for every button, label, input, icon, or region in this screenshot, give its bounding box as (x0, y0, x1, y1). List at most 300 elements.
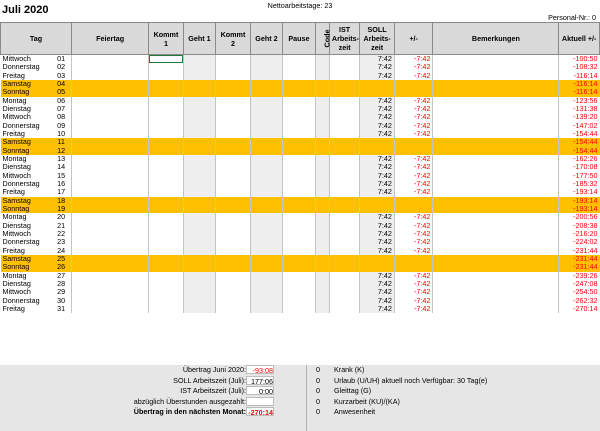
diff-cell[interactable] (394, 255, 433, 263)
ist-cell[interactable] (329, 130, 359, 138)
pause-cell[interactable] (283, 147, 315, 155)
pause-cell[interactable] (283, 138, 315, 146)
feiertag-cell[interactable] (72, 163, 149, 171)
soll-cell[interactable]: 7:42 (360, 130, 395, 138)
bemerkungen-cell[interactable] (433, 197, 559, 205)
code-cell[interactable] (315, 105, 329, 113)
geht2-cell[interactable] (250, 105, 282, 113)
soll-cell[interactable] (360, 80, 395, 88)
aktuell-cell[interactable]: -177:50 (559, 172, 600, 180)
soll-cell[interactable]: 7:42 (360, 163, 395, 171)
ist-cell[interactable] (329, 247, 359, 255)
code-cell[interactable] (315, 213, 329, 221)
diff-cell[interactable]: -7:42 (394, 297, 433, 305)
geht2-cell[interactable] (250, 297, 282, 305)
geht2-cell[interactable] (250, 205, 282, 213)
kommt2-cell[interactable] (216, 255, 251, 263)
feiertag-cell[interactable] (72, 197, 149, 205)
col-bemerkungen[interactable]: Bemerkungen (433, 23, 559, 55)
kommt1-cell[interactable] (149, 272, 184, 280)
geht1-cell[interactable] (183, 105, 215, 113)
pause-cell[interactable] (283, 188, 315, 196)
pause-cell[interactable] (283, 280, 315, 288)
bemerkungen-cell[interactable] (433, 138, 559, 146)
diff-cell[interactable] (394, 80, 433, 88)
feiertag-cell[interactable] (72, 63, 149, 71)
kommt2-cell[interactable] (216, 105, 251, 113)
ist-cell[interactable] (329, 163, 359, 171)
pause-cell[interactable] (283, 55, 315, 64)
ist-cell[interactable] (329, 263, 359, 271)
geht2-cell[interactable] (250, 80, 282, 88)
diff-cell[interactable]: -7:42 (394, 113, 433, 121)
kommt2-cell[interactable] (216, 163, 251, 171)
ist-cell[interactable] (329, 172, 359, 180)
code-cell[interactable] (315, 88, 329, 96)
bemerkungen-cell[interactable] (433, 147, 559, 155)
aktuell-cell[interactable]: -154:44 (559, 130, 600, 138)
diff-cell[interactable] (394, 197, 433, 205)
pause-cell[interactable] (283, 255, 315, 263)
geht1-cell[interactable] (183, 55, 215, 64)
aktuell-cell[interactable]: -147:02 (559, 122, 600, 130)
kommt2-cell[interactable] (216, 272, 251, 280)
aktuell-cell[interactable]: -154:44 (559, 138, 600, 146)
geht2-cell[interactable] (250, 263, 282, 271)
bemerkungen-cell[interactable] (433, 272, 559, 280)
code-cell[interactable] (315, 55, 329, 64)
geht1-cell[interactable] (183, 88, 215, 96)
code-cell[interactable] (315, 297, 329, 305)
ist-cell[interactable] (329, 113, 359, 121)
aktuell-cell[interactable]: -208:38 (559, 222, 600, 230)
summary-value[interactable]: -270:14 (246, 407, 274, 416)
geht2-cell[interactable] (250, 280, 282, 288)
geht2-cell[interactable] (250, 147, 282, 155)
code-cell[interactable] (315, 97, 329, 105)
soll-cell[interactable]: 7:42 (360, 155, 395, 163)
pause-cell[interactable] (283, 122, 315, 130)
diff-cell[interactable]: -7:42 (394, 97, 433, 105)
soll-cell[interactable]: 7:42 (360, 247, 395, 255)
diff-cell[interactable]: -7:42 (394, 247, 433, 255)
bemerkungen-cell[interactable] (433, 130, 559, 138)
bemerkungen-cell[interactable] (433, 280, 559, 288)
bemerkungen-cell[interactable] (433, 97, 559, 105)
aktuell-cell[interactable]: -131:38 (559, 105, 600, 113)
kommt1-cell[interactable] (149, 55, 184, 64)
pause-cell[interactable] (283, 113, 315, 121)
feiertag-cell[interactable] (72, 80, 149, 88)
col-feiertag[interactable]: Feiertag (72, 23, 149, 55)
bemerkungen-cell[interactable] (433, 55, 559, 64)
aktuell-cell[interactable]: -254:50 (559, 288, 600, 296)
aktuell-cell[interactable]: -239:26 (559, 272, 600, 280)
kommt2-cell[interactable] (216, 80, 251, 88)
bemerkungen-cell[interactable] (433, 122, 559, 130)
pause-cell[interactable] (283, 172, 315, 180)
geht2-cell[interactable] (250, 130, 282, 138)
soll-cell[interactable]: 7:42 (360, 280, 395, 288)
summary-value[interactable]: 0:00 (246, 386, 274, 395)
diff-cell[interactable]: -7:42 (394, 55, 433, 64)
ist-cell[interactable] (329, 138, 359, 146)
soll-cell[interactable]: 7:42 (360, 288, 395, 296)
kommt2-cell[interactable] (216, 222, 251, 230)
kommt2-cell[interactable] (216, 180, 251, 188)
geht1-cell[interactable] (183, 205, 215, 213)
ist-cell[interactable] (329, 222, 359, 230)
geht2-cell[interactable] (250, 305, 282, 313)
kommt2-cell[interactable] (216, 147, 251, 155)
col-aktuell[interactable]: Aktuell +/- (559, 23, 600, 55)
geht1-cell[interactable] (183, 130, 215, 138)
ist-cell[interactable] (329, 197, 359, 205)
kommt1-cell[interactable] (149, 88, 184, 96)
soll-cell[interactable]: 7:42 (360, 172, 395, 180)
kommt2-cell[interactable] (216, 288, 251, 296)
geht1-cell[interactable] (183, 213, 215, 221)
kommt1-cell[interactable] (149, 297, 184, 305)
geht2-cell[interactable] (250, 63, 282, 71)
ist-cell[interactable] (329, 280, 359, 288)
feiertag-cell[interactable] (72, 305, 149, 313)
code-cell[interactable] (315, 172, 329, 180)
kommt1-cell[interactable] (149, 197, 184, 205)
geht2-cell[interactable] (250, 163, 282, 171)
feiertag-cell[interactable] (72, 297, 149, 305)
ist-cell[interactable] (329, 122, 359, 130)
ist-cell[interactable] (329, 72, 359, 80)
geht1-cell[interactable] (183, 297, 215, 305)
geht1-cell[interactable] (183, 172, 215, 180)
code-cell[interactable] (315, 280, 329, 288)
pause-cell[interactable] (283, 263, 315, 271)
soll-cell[interactable]: 7:42 (360, 105, 395, 113)
code-cell[interactable] (315, 138, 329, 146)
kommt2-cell[interactable] (216, 238, 251, 246)
geht1-cell[interactable] (183, 222, 215, 230)
code-cell[interactable] (315, 272, 329, 280)
ist-cell[interactable] (329, 105, 359, 113)
feiertag-cell[interactable] (72, 222, 149, 230)
aktuell-cell[interactable]: -262:32 (559, 297, 600, 305)
diff-cell[interactable]: -7:42 (394, 288, 433, 296)
bemerkungen-cell[interactable] (433, 172, 559, 180)
geht1-cell[interactable] (183, 288, 215, 296)
soll-cell[interactable]: 7:42 (360, 222, 395, 230)
diff-cell[interactable]: -7:42 (394, 305, 433, 313)
kommt1-cell[interactable] (149, 80, 184, 88)
bemerkungen-cell[interactable] (433, 222, 559, 230)
feiertag-cell[interactable] (72, 247, 149, 255)
aktuell-cell[interactable]: -116:14 (559, 88, 600, 96)
kommt2-cell[interactable] (216, 72, 251, 80)
feiertag-cell[interactable] (72, 213, 149, 221)
kommt1-cell[interactable] (149, 63, 184, 71)
kommt1-cell[interactable] (149, 230, 184, 238)
bemerkungen-cell[interactable] (433, 72, 559, 80)
ist-cell[interactable] (329, 180, 359, 188)
kommt1-cell[interactable] (149, 205, 184, 213)
soll-cell[interactable]: 7:42 (360, 180, 395, 188)
kommt1-cell[interactable] (149, 255, 184, 263)
pause-cell[interactable] (283, 197, 315, 205)
kommt1-cell[interactable] (149, 105, 184, 113)
code-cell[interactable] (315, 155, 329, 163)
bemerkungen-cell[interactable] (433, 188, 559, 196)
aktuell-cell[interactable]: -108:32 (559, 63, 600, 71)
geht1-cell[interactable] (183, 113, 215, 121)
pause-cell[interactable] (283, 88, 315, 96)
diff-cell[interactable] (394, 138, 433, 146)
code-cell[interactable] (315, 72, 329, 80)
pause-cell[interactable] (283, 247, 315, 255)
feiertag-cell[interactable] (72, 147, 149, 155)
aktuell-cell[interactable]: -116:14 (559, 80, 600, 88)
diff-cell[interactable]: -7:42 (394, 72, 433, 80)
geht1-cell[interactable] (183, 138, 215, 146)
pause-cell[interactable] (283, 63, 315, 71)
ist-cell[interactable] (329, 213, 359, 221)
pause-cell[interactable] (283, 305, 315, 313)
col-kommt2[interactable]: Kommt 2 (216, 23, 251, 55)
code-cell[interactable] (315, 222, 329, 230)
diff-cell[interactable]: -7:42 (394, 222, 433, 230)
geht2-cell[interactable] (250, 180, 282, 188)
bemerkungen-cell[interactable] (433, 205, 559, 213)
pause-cell[interactable] (283, 288, 315, 296)
bemerkungen-cell[interactable] (433, 155, 559, 163)
aktuell-cell[interactable]: -193:14 (559, 197, 600, 205)
soll-cell[interactable]: 7:42 (360, 97, 395, 105)
kommt2-cell[interactable] (216, 138, 251, 146)
pause-cell[interactable] (283, 80, 315, 88)
soll-cell[interactable]: 7:42 (360, 72, 395, 80)
geht1-cell[interactable] (183, 180, 215, 188)
kommt2-cell[interactable] (216, 263, 251, 271)
kommt1-cell[interactable] (149, 172, 184, 180)
kommt1-cell[interactable] (149, 305, 184, 313)
kommt2-cell[interactable] (216, 297, 251, 305)
kommt1-cell[interactable] (149, 263, 184, 271)
aktuell-cell[interactable]: -216:20 (559, 230, 600, 238)
code-cell[interactable] (315, 122, 329, 130)
bemerkungen-cell[interactable] (433, 297, 559, 305)
feiertag-cell[interactable] (72, 263, 149, 271)
feiertag-cell[interactable] (72, 138, 149, 146)
geht1-cell[interactable] (183, 238, 215, 246)
aktuell-cell[interactable]: -100:50 (559, 55, 600, 64)
geht1-cell[interactable] (183, 147, 215, 155)
bemerkungen-cell[interactable] (433, 180, 559, 188)
geht1-cell[interactable] (183, 72, 215, 80)
code-cell[interactable] (315, 188, 329, 196)
kommt2-cell[interactable] (216, 155, 251, 163)
aktuell-cell[interactable]: -231:44 (559, 247, 600, 255)
col-soll[interactable]: SOLL Arbeits-zeit (360, 23, 395, 55)
diff-cell[interactable]: -7:42 (394, 172, 433, 180)
ist-cell[interactable] (329, 305, 359, 313)
geht1-cell[interactable] (183, 230, 215, 238)
feiertag-cell[interactable] (72, 88, 149, 96)
feiertag-cell[interactable] (72, 105, 149, 113)
aktuell-cell[interactable]: -139:20 (559, 113, 600, 121)
geht2-cell[interactable] (250, 113, 282, 121)
kommt2-cell[interactable] (216, 97, 251, 105)
geht2-cell[interactable] (250, 238, 282, 246)
col-geht1[interactable]: Geht 1 (183, 23, 215, 55)
soll-cell[interactable]: 7:42 (360, 122, 395, 130)
feiertag-cell[interactable] (72, 238, 149, 246)
ist-cell[interactable] (329, 80, 359, 88)
geht1-cell[interactable] (183, 197, 215, 205)
pause-cell[interactable] (283, 213, 315, 221)
feiertag-cell[interactable] (72, 180, 149, 188)
ist-cell[interactable] (329, 55, 359, 64)
code-cell[interactable] (315, 147, 329, 155)
bemerkungen-cell[interactable] (433, 238, 559, 246)
code-cell[interactable] (315, 238, 329, 246)
pause-cell[interactable] (283, 105, 315, 113)
soll-cell[interactable]: 7:42 (360, 297, 395, 305)
kommt1-cell[interactable] (149, 97, 184, 105)
geht2-cell[interactable] (250, 272, 282, 280)
code-cell[interactable] (315, 247, 329, 255)
feiertag-cell[interactable] (72, 255, 149, 263)
diff-cell[interactable]: -7:42 (394, 105, 433, 113)
aktuell-cell[interactable]: -231:44 (559, 263, 600, 271)
geht1-cell[interactable] (183, 255, 215, 263)
geht1-cell[interactable] (183, 63, 215, 71)
geht2-cell[interactable] (250, 97, 282, 105)
geht2-cell[interactable] (250, 255, 282, 263)
geht1-cell[interactable] (183, 305, 215, 313)
feiertag-cell[interactable] (72, 205, 149, 213)
kommt1-cell[interactable] (149, 222, 184, 230)
pause-cell[interactable] (283, 163, 315, 171)
bemerkungen-cell[interactable] (433, 213, 559, 221)
code-cell[interactable] (315, 197, 329, 205)
kommt1-cell[interactable] (149, 138, 184, 146)
aktuell-cell[interactable]: -116:14 (559, 72, 600, 80)
kommt1-cell[interactable] (149, 238, 184, 246)
feiertag-cell[interactable] (72, 72, 149, 80)
kommt1-cell[interactable] (149, 113, 184, 121)
code-cell[interactable] (315, 305, 329, 313)
kommt2-cell[interactable] (216, 188, 251, 196)
ist-cell[interactable] (329, 205, 359, 213)
feiertag-cell[interactable] (72, 130, 149, 138)
kommt2-cell[interactable] (216, 130, 251, 138)
soll-cell[interactable]: 7:42 (360, 272, 395, 280)
feiertag-cell[interactable] (72, 55, 149, 64)
aktuell-cell[interactable]: -231:44 (559, 255, 600, 263)
kommt1-cell[interactable] (149, 247, 184, 255)
col-code[interactable] (315, 23, 332, 55)
geht1-cell[interactable] (183, 272, 215, 280)
code-cell[interactable] (315, 263, 329, 271)
pause-cell[interactable] (283, 72, 315, 80)
code-cell[interactable] (315, 205, 329, 213)
bemerkungen-cell[interactable] (433, 305, 559, 313)
bemerkungen-cell[interactable] (433, 63, 559, 71)
ist-cell[interactable] (329, 230, 359, 238)
bemerkungen-cell[interactable] (433, 230, 559, 238)
code-cell[interactable] (315, 255, 329, 263)
aktuell-cell[interactable]: -193:14 (559, 188, 600, 196)
kommt2-cell[interactable] (216, 213, 251, 221)
pause-cell[interactable] (283, 297, 315, 305)
bemerkungen-cell[interactable] (433, 88, 559, 96)
aktuell-cell[interactable]: -200:56 (559, 213, 600, 221)
geht1-cell[interactable] (183, 247, 215, 255)
feiertag-cell[interactable] (72, 272, 149, 280)
geht1-cell[interactable] (183, 122, 215, 130)
kommt2-cell[interactable] (216, 172, 251, 180)
ist-cell[interactable] (329, 255, 359, 263)
bemerkungen-cell[interactable] (433, 255, 559, 263)
soll-cell[interactable]: 7:42 (360, 113, 395, 121)
bemerkungen-cell[interactable] (433, 105, 559, 113)
code-cell[interactable] (315, 230, 329, 238)
kommt2-cell[interactable] (216, 230, 251, 238)
pause-cell[interactable] (283, 205, 315, 213)
diff-cell[interactable]: -7:42 (394, 122, 433, 130)
geht2-cell[interactable] (250, 55, 282, 64)
col-diff[interactable]: +/- (394, 23, 433, 55)
geht1-cell[interactable] (183, 263, 215, 271)
diff-cell[interactable]: -7:42 (394, 188, 433, 196)
geht2-cell[interactable] (250, 222, 282, 230)
geht1-cell[interactable] (183, 188, 215, 196)
summary-value[interactable]: 177:06 (246, 376, 274, 385)
pause-cell[interactable] (283, 180, 315, 188)
col-pause[interactable]: Pause (283, 23, 315, 55)
aktuell-cell[interactable]: -123:56 (559, 97, 600, 105)
code-cell[interactable] (315, 180, 329, 188)
kommt2-cell[interactable] (216, 55, 251, 64)
kommt1-cell[interactable] (149, 180, 184, 188)
bemerkungen-cell[interactable] (433, 288, 559, 296)
pause-cell[interactable] (283, 130, 315, 138)
feiertag-cell[interactable] (72, 97, 149, 105)
kommt1-cell[interactable] (149, 155, 184, 163)
diff-cell[interactable]: -7:42 (394, 180, 433, 188)
code-cell[interactable] (315, 63, 329, 71)
diff-cell[interactable]: -7:42 (394, 163, 433, 171)
col-geht2[interactable]: Geht 2 (250, 23, 282, 55)
soll-cell[interactable] (360, 138, 395, 146)
bemerkungen-cell[interactable] (433, 163, 559, 171)
geht2-cell[interactable] (250, 197, 282, 205)
diff-cell[interactable]: -7:42 (394, 213, 433, 221)
diff-cell[interactable]: -7:42 (394, 230, 433, 238)
aktuell-cell[interactable]: -247:08 (559, 280, 600, 288)
ist-cell[interactable] (329, 88, 359, 96)
pause-cell[interactable] (283, 155, 315, 163)
kommt2-cell[interactable] (216, 247, 251, 255)
diff-cell[interactable]: -7:42 (394, 130, 433, 138)
geht1-cell[interactable] (183, 163, 215, 171)
code-cell[interactable] (315, 163, 329, 171)
pause-cell[interactable] (283, 97, 315, 105)
geht2-cell[interactable] (250, 288, 282, 296)
ist-cell[interactable] (329, 188, 359, 196)
ist-cell[interactable] (329, 288, 359, 296)
diff-cell[interactable]: -7:42 (394, 155, 433, 163)
geht1-cell[interactable] (183, 80, 215, 88)
